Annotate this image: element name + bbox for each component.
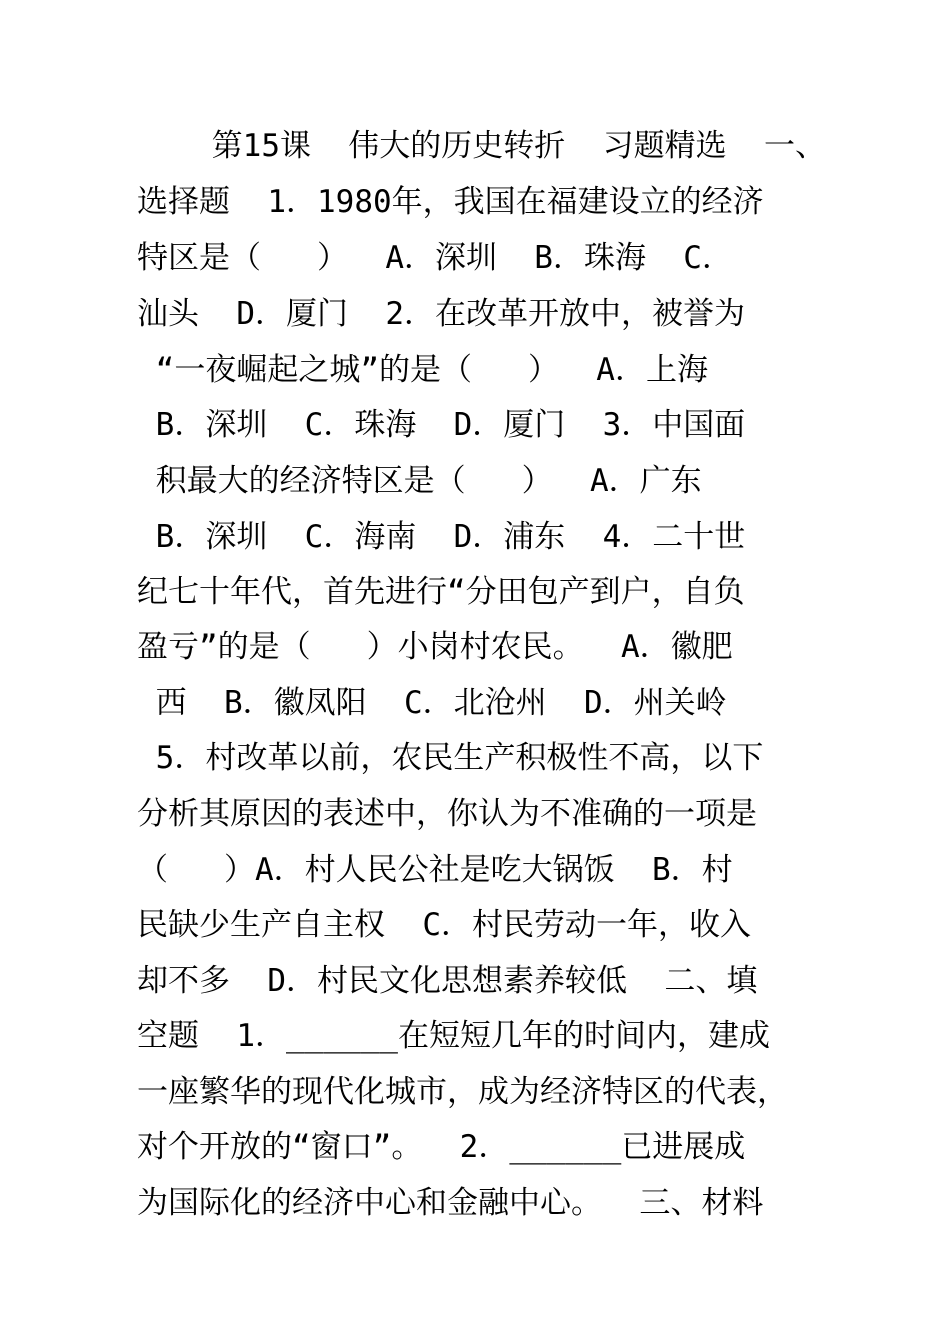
text-line: 选择题 1．1980年，我国在福建设立的经济 xyxy=(137,184,764,220)
text-line: B．深圳 C．珠海 D．厦门 3．中国面 xyxy=(137,407,746,443)
text-line: 汕头 D．厦门 2．在改革开放中，被誉为 xyxy=(137,296,745,332)
text-line: 空题 1．______在短短几年的时间内，建成 xyxy=(137,1018,770,1054)
text-line: 为国际化的经济中心和金融中心。 三、材料 xyxy=(137,1185,764,1221)
text-line: 积最大的经济特区是（ ） A．广东 xyxy=(137,463,702,499)
text-line: 盈亏”的是（ ）小岗村农民。 A．徽肥 xyxy=(137,629,733,665)
text-line: （ ）A．村人民公社是吃大锅饭 B．村 xyxy=(137,852,733,888)
text-line: 纪七十年代，首先进行“分田包产到户，自负 xyxy=(137,574,745,610)
text-line: 一座繁华的现代化城市，成为经济特区的代表， xyxy=(137,1074,788,1110)
text-line: 却不多 D．村民文化思想素养较低 二、填 xyxy=(137,963,758,999)
text-line: 民缺少生产自主权 C．村民劳动一年，收入 xyxy=(137,907,751,943)
text-line: 第15课 伟大的历史转折 习题精选 一、 xyxy=(137,128,826,164)
text-line: 分析其原因的表述中，你认为不准确的一项是 xyxy=(137,796,757,832)
text-line: 西 B．徽凤阳 C．北沧州 D．州关岭 xyxy=(137,685,727,721)
text-line: “一夜崛起之城”的是（ ） A．上海 xyxy=(137,352,708,388)
text-line: 5．村改革以前，农民生产积极性不高，以下 xyxy=(137,740,764,776)
text-line: 特区是（ ） A．深圳 B．珠海 C． xyxy=(137,240,733,276)
text-line: 对个开放的“窗口”。 2．______已进展成 xyxy=(137,1129,746,1165)
text-line: B．深圳 C．海南 D．浦东 4．二十世 xyxy=(137,519,746,555)
